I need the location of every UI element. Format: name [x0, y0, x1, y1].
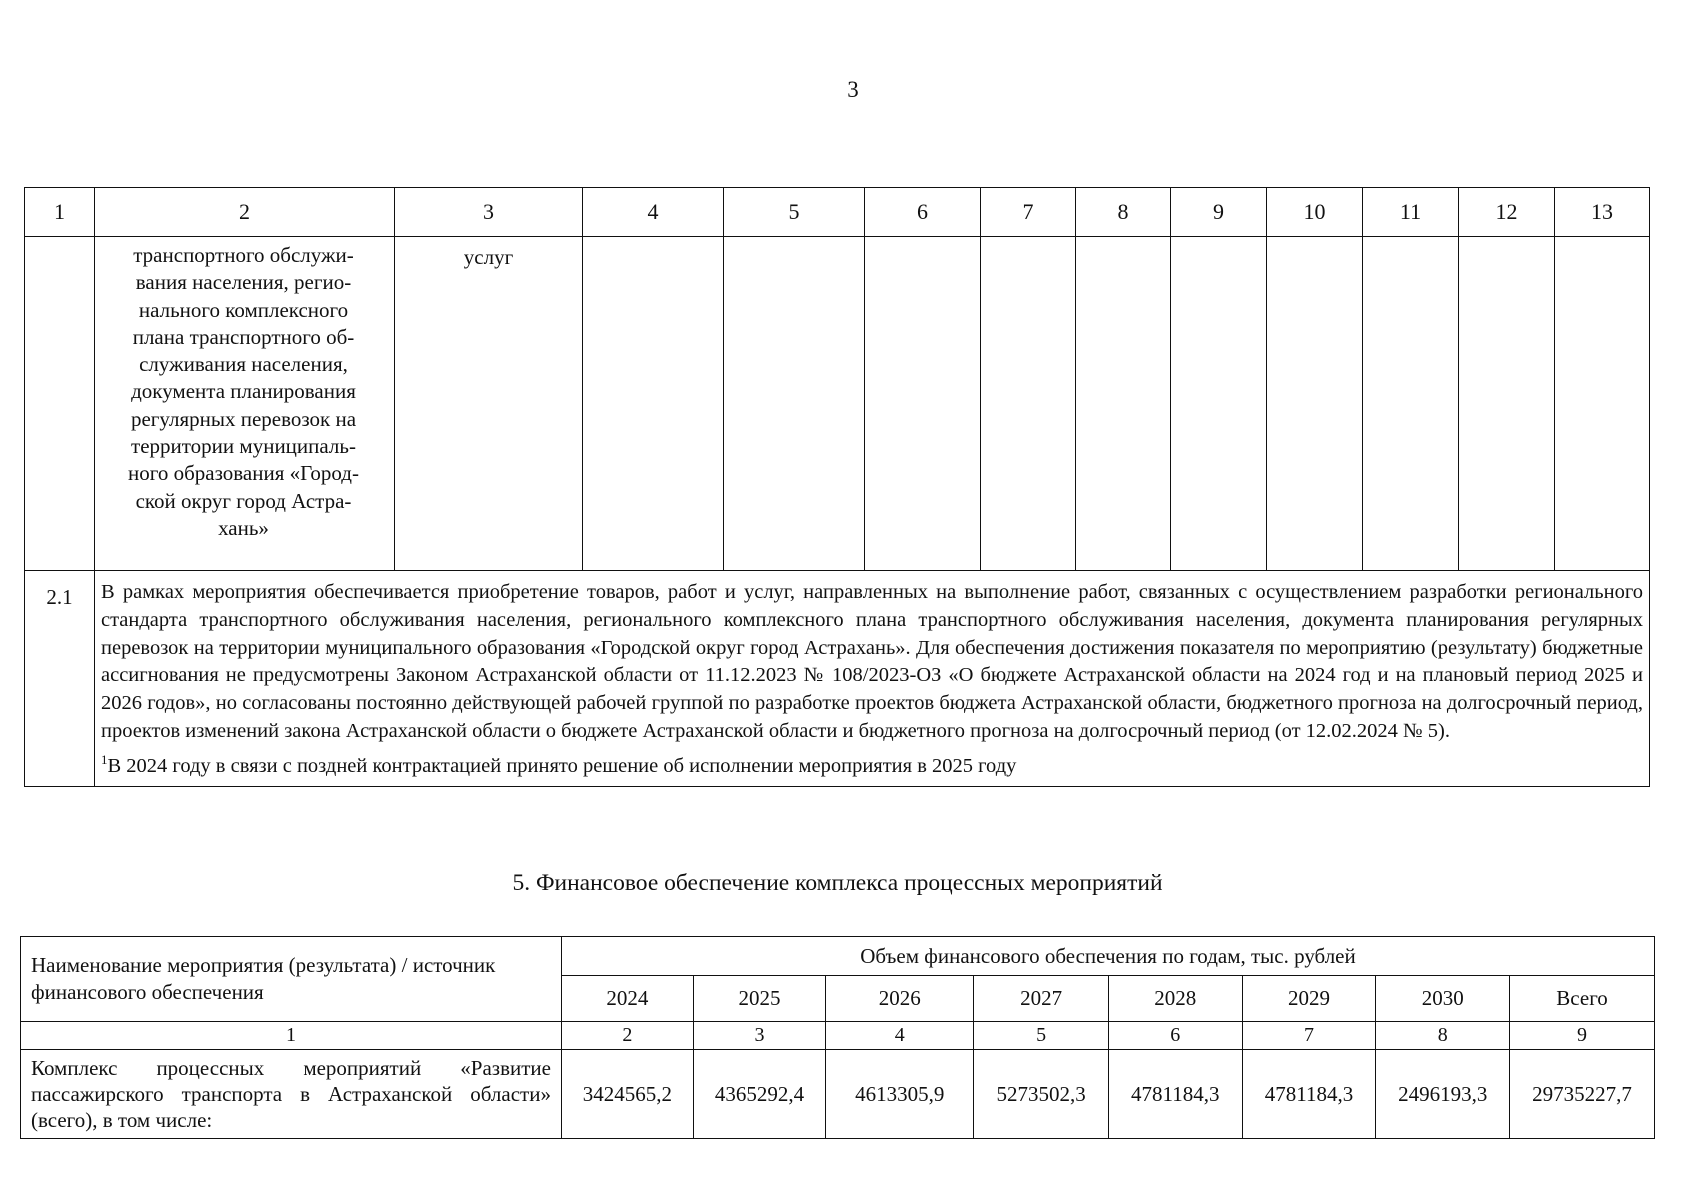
measure-name-line: ного образования «Город-	[128, 461, 359, 486]
empty-cell	[1267, 237, 1363, 571]
column-number: 1	[21, 1022, 562, 1050]
footnote-text: В 2024 году в связи с поздней контрактацией принято решение об исполнении мероприятия в 2025 году	[107, 754, 1017, 777]
page-number: 3	[847, 77, 859, 102]
column-number: 13	[1555, 188, 1650, 237]
note-number: 2.1	[25, 571, 95, 787]
continued-row	[25, 237, 1650, 571]
value-cell: 4781184,3	[1242, 1050, 1376, 1139]
note-row	[25, 571, 1650, 787]
column-number: 1	[25, 188, 95, 237]
value-cell: 4365292,4	[693, 1050, 826, 1139]
column-number: 12	[1459, 188, 1555, 237]
financing-header-row	[21, 937, 1655, 976]
measure-name-line: ской округ город Астра-	[135, 488, 352, 513]
column-number: 4	[583, 188, 724, 237]
measure-name-line: документа планирования	[131, 379, 356, 404]
column-number-row	[21, 1022, 1655, 1050]
column-number: 8	[1376, 1022, 1510, 1050]
empty-cell	[865, 237, 981, 571]
measure-name-line: нального комплексного	[138, 297, 349, 322]
name-header: Наименование мероприятия (результата) / источник финансового обеспечения	[21, 937, 562, 1022]
column-number: 6	[865, 188, 981, 237]
table-row	[21, 1050, 1655, 1139]
empty-cell	[1363, 237, 1459, 571]
empty-cell	[1459, 237, 1555, 571]
column-number: 9	[1510, 1022, 1655, 1050]
measure-name-line: вания населения, регио-	[135, 270, 352, 295]
footnote-mark: 1	[101, 751, 108, 767]
measure-name-line: хань»	[218, 515, 269, 540]
column-number-row	[25, 188, 1650, 237]
note-paragraph: В рамках мероприятия обеспечивается приобретение товаров, работ и услуг, направленных на выполнение работ, связанных с осуществлением разработки регионального стандарта транспортного обслуживания населения, регионального комплексного плана транспортного обслуживания населения, документа планирования регулярных перевозок на территории муниципального образования «Городской округ город Астрахань». Для обеспечения достижения показателя по мероприятию (результату) бюджетные ассигнования не предусмотрены Законом Астраханской области от 11.12.2023 № 108/2023-ОЗ «О бюджете Астраханской области на 2024 год и на плановый период 2025 и 2026 годов», но согласованы постоянно действующей рабочей группой по разработке проектов бюджета Астраханской области, бюджетного прогноза на долгосрочный период, проектов изменений закона Астраханской области о бюджете Астраханской области и бюджетного прогноза на долгосрочный период (от 12.02.2024 № 5).	[101, 581, 1643, 742]
year-header: 2029	[1242, 976, 1376, 1022]
column-number: 6	[1108, 1022, 1242, 1050]
measure-type-cell: услуг	[395, 237, 583, 571]
column-number: 7	[981, 188, 1076, 237]
empty-cell	[981, 237, 1076, 571]
total-cell: 29735227,7	[1510, 1050, 1655, 1139]
measure-name-line: регулярных перевозок на	[130, 406, 357, 431]
value-cell: 2496193,3	[1376, 1050, 1510, 1139]
cell-number	[25, 237, 95, 571]
footnote	[101, 746, 1643, 781]
measures-table	[24, 187, 1650, 787]
empty-cell	[1076, 237, 1171, 571]
column-number: 8	[1076, 188, 1171, 237]
column-number: 2	[95, 188, 395, 237]
column-number: 3	[395, 188, 583, 237]
measure-name-cell	[95, 237, 395, 571]
year-header: 2030	[1376, 976, 1510, 1022]
value-cell: 5273502,3	[974, 1050, 1109, 1139]
year-header: 2025	[693, 976, 826, 1022]
year-header: 2026	[826, 976, 974, 1022]
value-cell: 4781184,3	[1108, 1050, 1242, 1139]
column-number: 2	[561, 1022, 693, 1050]
value-cell: 3424565,2	[561, 1050, 693, 1139]
year-header: 2024	[561, 976, 693, 1022]
column-number: 4	[826, 1022, 974, 1050]
column-number: 7	[1242, 1022, 1376, 1050]
column-number: 5	[724, 188, 865, 237]
volume-header: Объем финансового обеспечения по годам, тыс. рублей	[561, 937, 1654, 976]
column-number: 3	[693, 1022, 826, 1050]
section-title: 5. Финансовое обеспечение комплекса процессных мероприятий	[512, 870, 1163, 896]
financing-table	[20, 936, 1655, 1139]
column-number: 9	[1171, 188, 1267, 237]
empty-cell	[1171, 237, 1267, 571]
year-header: 2027	[974, 976, 1109, 1022]
total-header: Всего	[1510, 976, 1655, 1022]
empty-cell	[724, 237, 865, 571]
empty-cell	[583, 237, 724, 571]
row-name: Комплекс процессных мероприятий «Развитие пассажирского транспорта в Астраханской области» (всего), в том числе:	[21, 1050, 562, 1139]
note-text-cell	[95, 571, 1650, 787]
year-header: 2028	[1108, 976, 1242, 1022]
measure-name-line: транспортного обслужи-	[133, 243, 354, 267]
column-number: 10	[1267, 188, 1363, 237]
value-cell: 4613305,9	[826, 1050, 974, 1139]
empty-cell	[1555, 237, 1650, 571]
column-number: 5	[974, 1022, 1109, 1050]
measure-name-line: плана транспортного об-	[132, 324, 355, 349]
measure-name-line: служивания населения,	[139, 352, 348, 377]
measure-name-line: территории муниципаль-	[131, 434, 356, 459]
column-number: 11	[1363, 188, 1459, 237]
